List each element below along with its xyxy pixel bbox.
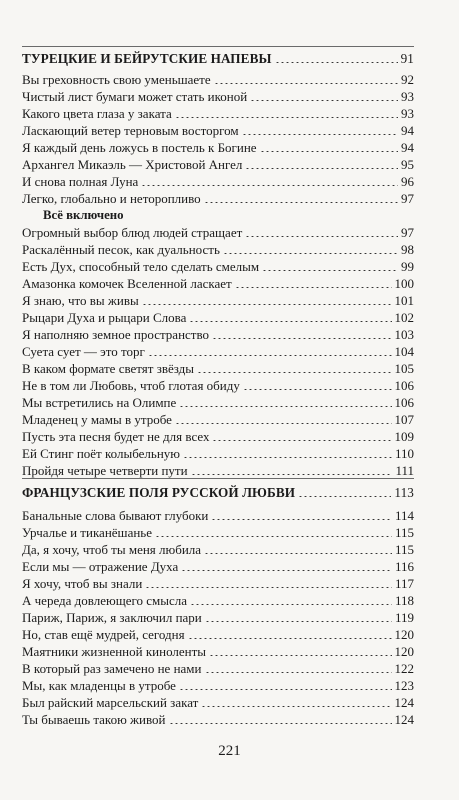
toc-entry	[22, 172, 414, 189]
entry-title: Ты бываешь такою живой	[22, 712, 166, 727]
entry-title: Урчалье и тиканёшанье	[22, 525, 152, 540]
dot-leader	[235, 287, 392, 288]
toc-entry	[22, 393, 414, 410]
dot-leader	[245, 236, 398, 237]
dot-leader	[179, 406, 391, 407]
section-page: 91	[400, 51, 414, 66]
entry-page: 96	[401, 174, 414, 189]
toc-entry	[22, 223, 414, 240]
entry-title: Если мы — отражение Духа	[22, 559, 179, 574]
toc-entry	[22, 104, 414, 121]
entry-title: Банальные слова бывают глубоки	[22, 508, 209, 523]
dot-leader	[183, 457, 392, 458]
entry-title: Пусть эта песня будет не для всех	[22, 429, 210, 444]
entry-page: 101	[394, 293, 414, 308]
toc-entry	[22, 676, 414, 693]
dot-leader	[211, 519, 392, 520]
toc-entry	[22, 291, 414, 308]
entry-title: Я каждый день ложусь в постель к Богине	[22, 140, 257, 155]
entry-title: В каком формате светят звёзды	[22, 361, 195, 376]
toc-entry	[22, 359, 414, 376]
toc-entry	[22, 523, 414, 540]
dot-leader	[141, 185, 398, 186]
entry-title: Пройдя четыре четверти пути	[22, 463, 188, 478]
entry-page: 98	[401, 242, 414, 257]
toc-entry	[22, 240, 414, 257]
toc-entry	[22, 155, 414, 172]
entry-page: 99	[401, 259, 414, 274]
entry-page: 117	[394, 576, 414, 591]
dot-leader	[250, 100, 398, 101]
dot-leader	[275, 62, 398, 63]
entry-title: Рыцари Духа и рыцари Слова	[22, 310, 187, 325]
toc-entry	[22, 444, 414, 461]
entry-page: 100	[394, 276, 414, 291]
entry-title: Мы, как младенцы в утробе	[22, 678, 176, 693]
toc-entry	[22, 138, 414, 155]
dot-leader	[175, 423, 392, 424]
dot-leader	[142, 304, 392, 305]
entry-title: А череда довлеющего смысла	[22, 593, 188, 608]
entry-page: 97	[401, 225, 414, 240]
dot-leader	[191, 474, 393, 475]
entry-page: 120	[394, 627, 414, 642]
entry-page: 118	[394, 593, 414, 608]
entry-page: 104	[394, 344, 414, 359]
entry-title: Не в том ли Любовь, чтоб глотая обиду	[22, 378, 240, 393]
dot-leader	[209, 655, 391, 656]
toc-entry	[22, 659, 414, 676]
entry-page: 123	[394, 678, 414, 693]
entry-page: 120	[394, 644, 414, 659]
toc-entry	[22, 257, 414, 274]
dot-leader	[190, 604, 392, 605]
entry-page: 115	[394, 525, 414, 540]
entry-page: 93	[401, 89, 414, 104]
entry-page: 110	[394, 446, 414, 461]
dot-leader	[145, 587, 392, 588]
dot-leader	[242, 134, 398, 135]
entry-page: 124	[394, 712, 414, 727]
dot-leader	[204, 553, 392, 554]
dot-leader	[155, 536, 392, 537]
entry-title: Да, я хочу, чтоб ты меня любила	[22, 542, 202, 557]
entry-page: 94	[401, 140, 414, 155]
dot-leader	[188, 638, 392, 639]
entry-title: Суета сует — это торг	[22, 344, 145, 359]
entry-title: Ей Стинг поёт колыбельную	[22, 446, 180, 461]
toc-entry	[22, 461, 414, 478]
dot-leader	[205, 672, 392, 673]
toc-entry	[22, 591, 414, 608]
dot-leader	[223, 253, 398, 254]
entry-page: 124	[394, 695, 414, 710]
dot-leader	[197, 372, 391, 373]
entry-page: 103	[394, 327, 414, 342]
dot-leader	[201, 706, 391, 707]
toc-entry	[22, 540, 414, 557]
entry-page: 93	[401, 106, 414, 121]
dot-leader	[214, 83, 398, 84]
entry-page: 109	[394, 429, 414, 444]
entry-title: И снова полная Луна	[22, 174, 139, 189]
dot-leader	[262, 270, 398, 271]
section-heading	[22, 46, 414, 66]
dot-leader	[212, 338, 391, 339]
entry-page: 106	[394, 378, 414, 393]
toc-entry	[22, 325, 414, 342]
toc-entry	[22, 308, 414, 325]
toc-entry	[22, 274, 414, 291]
toc-entry	[22, 342, 414, 359]
entry-page: 97	[401, 191, 414, 206]
entry-title: Амазонка комочек Вселенной ласкает	[22, 276, 232, 291]
toc-entry	[22, 710, 414, 727]
dot-leader	[245, 168, 398, 169]
section-turkish	[22, 46, 414, 478]
entry-title: Маятники жизненной киноленты	[22, 644, 207, 659]
toc-entry	[22, 506, 414, 523]
section-french	[22, 480, 414, 727]
dot-leader	[298, 496, 391, 497]
dot-leader	[243, 389, 392, 390]
entry-title: Какого цвета глаза у заката	[22, 106, 172, 121]
toc-entry	[22, 693, 414, 710]
entry-title: Есть Дух, способный тело сделать смелым	[22, 259, 260, 274]
entry-page: 119	[394, 610, 414, 625]
entry-page: 111	[395, 463, 414, 478]
entry-title: Я хочу, чтоб вы знали	[22, 576, 143, 591]
toc-entry	[22, 557, 414, 574]
entry-title: Раскалённый песок, как дуальность	[22, 242, 220, 257]
entry-title: Легко, глобально и неторопливо	[22, 191, 201, 206]
toc-entry	[22, 70, 414, 87]
middle-rule	[22, 478, 414, 479]
entry-title: Был райский марсельский закат	[22, 695, 199, 710]
page-number: 221	[218, 743, 241, 759]
entry-title: Огромный выбор блюд людей стращает	[22, 225, 243, 240]
toc-entry	[22, 608, 414, 625]
entry-title: Вы греховность свою уменьшаете	[22, 72, 211, 87]
entry-title: Я наполняю земное пространство	[22, 327, 210, 342]
entry-page: 95	[401, 157, 414, 172]
dot-leader	[260, 151, 398, 152]
toc-entry	[22, 189, 414, 206]
entry-page: 116	[394, 559, 414, 574]
dot-leader	[179, 689, 392, 690]
toc-entry	[22, 574, 414, 591]
toc-entry	[22, 87, 414, 104]
section-page: 113	[394, 485, 414, 500]
section-title: ФРАНЦУЗСКИЕ ПОЛЯ РУССКОЙ ЛЮБВИ	[22, 485, 296, 500]
dot-leader	[212, 440, 391, 441]
toc-entry	[22, 121, 414, 138]
toc-entry	[22, 427, 414, 444]
entry-title: Но, став ещё мудрей, сегодня	[22, 627, 185, 642]
entry-title: Младенец у мамы в утробе	[22, 412, 172, 427]
entry-page: 106	[394, 395, 414, 410]
entry-title: Архангел Микаэль — Христовой Ангел	[22, 157, 243, 172]
entry-title: Чистый лист бумаги может стать иконой	[22, 89, 248, 104]
dot-leader	[175, 117, 398, 118]
entry-page: 94	[401, 123, 414, 138]
dot-leader	[181, 570, 392, 571]
entry-page: 115	[394, 542, 414, 557]
entry-page: 92	[401, 72, 414, 87]
subheading: Всё включено	[43, 208, 124, 222]
dot-leader	[148, 355, 392, 356]
entry-title: Ласкающий ветер терновым восторгом	[22, 123, 239, 138]
entry-title: В который раз замечено не нами	[22, 661, 202, 676]
toc-entry	[22, 410, 414, 427]
entry-title: Я знаю, что вы живы	[22, 293, 139, 308]
entry-page: 105	[394, 361, 414, 376]
section-heading	[22, 480, 414, 500]
dot-leader	[169, 723, 392, 724]
entry-title: Париж, Париж, я заключил пари	[22, 610, 202, 625]
toc-entry	[22, 625, 414, 642]
toc-entry	[22, 376, 414, 393]
entry-page: 102	[394, 310, 414, 325]
entry-page: 122	[394, 661, 414, 676]
entry-page: 114	[394, 508, 414, 523]
entry-page: 107	[394, 412, 414, 427]
toc-entry	[22, 642, 414, 659]
dot-leader	[204, 202, 398, 203]
entry-title: Мы встретились на Олимпе	[22, 395, 177, 410]
dot-leader	[205, 621, 392, 622]
section-title: ТУРЕЦКИЕ И БЕЙРУТСКИЕ НАПЕВЫ	[22, 51, 272, 66]
dot-leader	[189, 321, 391, 322]
